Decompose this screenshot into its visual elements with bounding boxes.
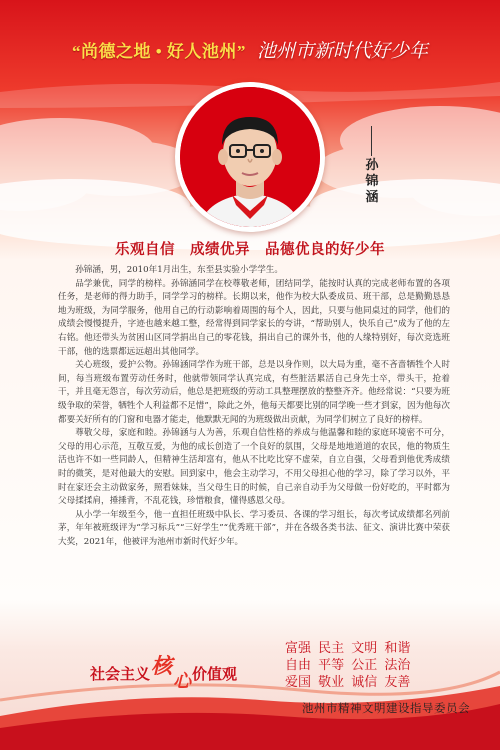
- core-values-part-3: 心: [173, 671, 192, 692]
- student-name: 孙锦涵: [365, 158, 379, 205]
- committee-signature: 池州市精神文明建设指导委员会: [302, 701, 470, 715]
- paragraph-class: 关心班级，爱护公物。孙锦涵同学作为班干部，总是以身作则，以大局为重，毫不吝啬牺牲个人时间，每当班级布置劳动任务时，他就带领同学认真完成，有些脏活累活自己身先士卒，带头干，抢着干，并且毫无怨言，每次劳动后，他总是把班级的劳动工具整理摆放的整整齐齐。他经常说：“只要为班级争取的荣誉，牺牲个人利益都不足惜”，除此之外，他每天都要比别的同学晚一些才到家，因为他每次都要关好所有的门窗和电器才能走，他默默无闻的为班级做出贡献，为同学们树立了良好的榜样。: [58, 360, 450, 425]
- paragraph-study: 品学兼优，同学的榜样。孙锦涵同学在校尊敬老师，团结同学，能按时认真的完成老师布置的各项任务，是老师的得力助手，同学学习的榜样。长期以来，他作为校大队委成员、班干部，总是勤勤恳恳地为班级，为同学服务，他用自己的行动影响着周围的每个人，因此，只要与他同桌过的同学，他们的成绩会慢慢提升，字迹也越来越工整，经常得到同学家长的夸讲，“帮助别人，快乐自己”成为了他的左右铭。他还带头为贫困山区同学捐出自己的零花钱，捐出自己的课外书，他的人缘特别好，每次竞选班干部，他的选票都远远超出其他同学。: [58, 278, 450, 357]
- biography-text: [58, 264, 450, 549]
- core-values-list: [285, 640, 445, 691]
- core-values-part-2: 核: [151, 654, 173, 678]
- core-values-part-4: 价值观: [192, 665, 238, 683]
- slogan-text: “尚德之地 • 好人池州”: [71, 42, 246, 61]
- portrait-illustration: [180, 87, 320, 227]
- paragraph-honors: 从小学一年级至今，他一直担任班级中队长、学习委员、各课的学习组长，每次考试成绩都名列前茅，年年被班级评为“学习标兵”“三好学生”“优秀班干部”，并在各级各类书法、征文、演讲比赛中荣获大奖，2021年，他被评为池州市新时代好少年。: [58, 509, 450, 547]
- core-values-row: 自由 平等 公正 法治: [285, 658, 411, 673]
- student-portrait: [180, 87, 320, 227]
- core-values-row: 爱国 敬业 诚信 友善: [285, 675, 411, 690]
- core-values-part-1: 社会主义: [90, 665, 151, 683]
- portrait-frame: [175, 82, 325, 232]
- headline: 乐观自信 成绩优异 品德优良的好少年: [115, 241, 385, 258]
- core-values-row: 富强 民主 文明 和谐: [285, 641, 411, 656]
- campaign-title: 池州市新时代好少年: [257, 40, 429, 62]
- name-divider: [371, 126, 372, 156]
- paragraph-family: 尊敬父母，家庭和睦。孙锦涵与人为善，乐观自信性格的养成与他温馨和睦的家庭环境密不可分，父母的用心示范，互敬互爱，为他的成长创造了一个良好的氛围，父母是地地道道的农民，他的物质生活也许不如一些同龄人，但精神生活却富有，他从不比吃比穿不虚荣，自立自强，父母看到他优秀成绩时的微笑，是对他最大的安慰。回到家中，他会主动学习，不用父母担心他的学习，除了学习以外，平时在家还会主动做家务，照看妹妹，当父母生日的时候，自己亲自动手为父母做一份好吃的，平时都为父母揉揉肩，捶捶背，不乱花钱，珍惜粮食，懂得感恩父母。: [58, 428, 450, 507]
- paragraph-intro: 孙锦涵，男，2010年1月出生，东至县实验小学学生。: [75, 265, 283, 275]
- core-values-title: [90, 654, 238, 692]
- header-title: [0, 36, 500, 63]
